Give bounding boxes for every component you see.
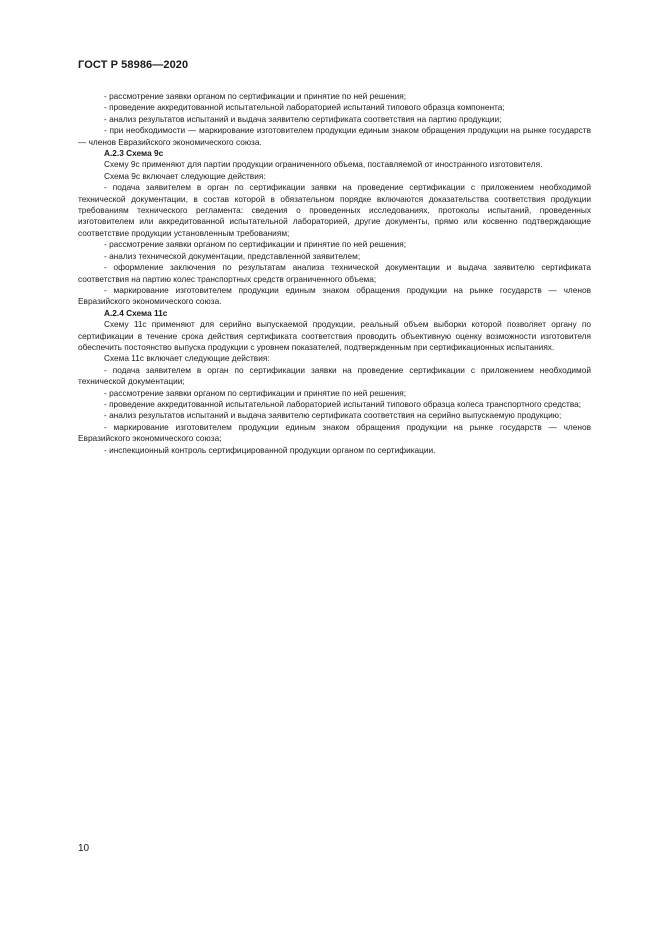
- list-item: - проведение аккредитованной испытательной лабораторией испытаний типового образца колеса транспортного средства;: [104, 398, 582, 409]
- list-item: - маркирование изготовителем продукции единым знаком обращения продукции на рынке государств — членов Евразийского экономического союза;: [78, 421, 591, 444]
- paragraph: Схему 9с применяют для партии продукции ограниченного объема, поставляемой от иностранного изготовителя.: [104, 159, 543, 170]
- list-item: - анализ результатов испытаний и выдача заявителю сертификата соответствия на партию продукции;: [104, 113, 502, 124]
- list-item: - проведение аккредитованной испытательной лабораторией испытаний типового образца компонента;: [104, 102, 505, 113]
- list-item: - анализ результатов испытаний и выдача заявителю сертификата соответствия на серийно выпускаемую продукцию;: [104, 410, 562, 421]
- page-number: 10: [78, 843, 90, 854]
- paragraph: Схему 11с применяют для серийно выпускаемой продукции, реальный объем выборки которой позволяет органу по сертификации в течение срока действия сертификата соответствия проводить объективную оценку возможности изготовителя обеспечить постоянство выпуска продукции с уровнем показателей, подтвержденным при сертификационных испытаниях.: [78, 319, 591, 352]
- section-heading-a24: А.2.4 Схема 11с: [104, 307, 168, 318]
- list-item: - маркирование изготовителем продукции единым знаком обращения продукции на рынке государств — членов Евразийского экономического союза.: [78, 284, 591, 307]
- list-item: - подача заявителем в орган по сертификации заявки на проведение сертификации с приложением необходимой технической документации, в состав которой в обязательном порядке включаются доказательства соответствия продукции требованиям технического регламента: сведения о проведенных исследованиях, протоколы испытаний, проведенных изготовителем или аккредитованной испытательной лабораторией, другие документы, прямо или косвенно подтверждающие соответствие продукции установленным требованиям;: [78, 182, 591, 238]
- section-heading-a23: А.2.3 Схема 9с: [104, 148, 164, 159]
- paragraph: Схема 11с включает следующие действия:: [104, 353, 270, 364]
- list-item: - рассмотрение заявки органом по сертификации и принятие по ней решения;: [104, 91, 407, 101]
- document-body: [78, 91, 591, 456]
- list-item: - рассмотрение заявки органом по сертификации и принятие по ней решения;: [104, 239, 407, 250]
- standard-designation: ГОСТ Р 58986—2020: [78, 59, 189, 71]
- list-item: - анализ технической документации, представленной заявителем;: [104, 250, 361, 261]
- list-item: - при необходимости — маркирование изготовителем продукции единым знаком обращения продукции на рынке государств — членов Евразийского экономического союза.: [78, 125, 591, 147]
- list-item: - инспекционный контроль сертифицированной продукции органом по сертификации.: [104, 444, 436, 455]
- paragraph: Схема 9с включает следующие действия:: [104, 170, 266, 181]
- list-item: - рассмотрение заявки органом по сертификации и принятие по ней решения;: [104, 387, 407, 398]
- list-item: - подача заявителем в орган по сертификации заявки на проведение сертификации с приложением необходимой технической документации;: [78, 364, 591, 387]
- list-item: - оформление заключения по результатам анализа технической документации и выдача заявителю сертификата соответствия на партию колес транспортных средств ограниченного объема;: [78, 262, 591, 284]
